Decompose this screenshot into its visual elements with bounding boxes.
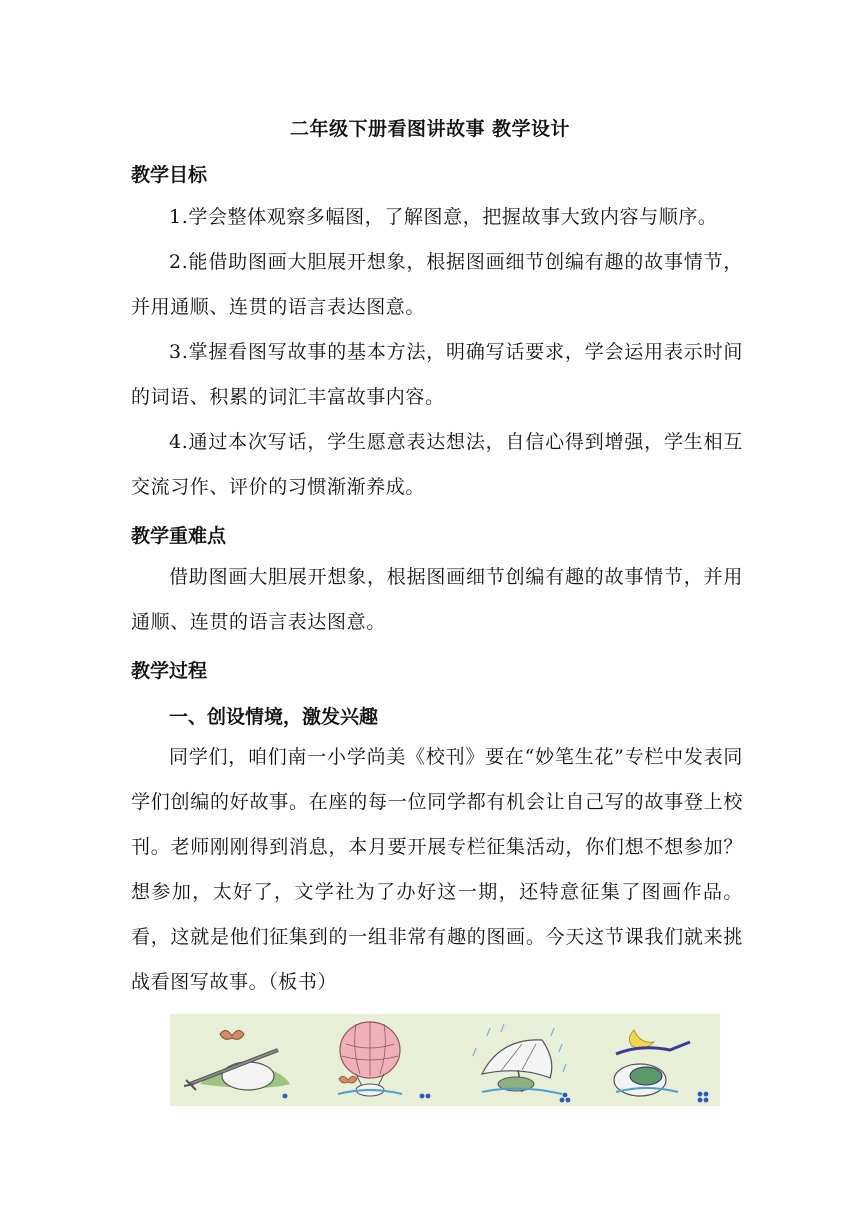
process-step1-text: 同学们，咱们南一小学尚美《校刊》要在“妙笔生花”专栏中发表同学们创编的好故事。在座的每一位同学都有机会让自己写的故事登上校刊。老师刚刚得到消息，本月要开展专栏征集活动，你们想不想参加？想参加，太好了，文学社为了办好这一期，还特意征集了图画作品。看，这就是他们征集到的一组非常有趣的图画。今天这节课我们就来挑战看图写故事。（板书） [131, 746, 743, 993]
seesaw-butterfly-icon [184, 1030, 290, 1098]
objective-item-3: 3.掌握看图写故事的基本方法，明确写话要求，学会运用表示时间的词语、积累的词汇丰富故事内容。 [131, 341, 743, 408]
hot-air-balloon-icon [338, 1022, 430, 1098]
umbrella-rain-icon [473, 1024, 570, 1102]
moon-night-icon [614, 1030, 708, 1102]
story-illustration-strip [170, 1014, 720, 1106]
objective-item-2: 2.能借助图画大胆展开想象，根据图画细节创编有趣的故事情节，并用通顺、连贯的语言表达图意。 [131, 251, 743, 318]
objective-item-1: 1.学会整体观察多幅图，了解图意，把握故事大致内容与顺序。 [169, 206, 718, 228]
section-heading-key-points: 教学重难点 [131, 525, 227, 547]
section-heading-objectives: 教学目标 [131, 164, 208, 186]
process-step1-heading: 一、创设情境，激发兴趣 [169, 706, 379, 728]
key-points-text: 借助图画大胆展开想象，根据图画细节创编有趣的故事情节，并用通顺、连贯的语言表达图意。 [131, 566, 743, 633]
page-title: 二年级下册看图讲故事 教学设计 [289, 118, 571, 140]
section-heading-process: 教学过程 [131, 660, 208, 682]
objective-item-4: 4.通过本次写话，学生愿意表达想法，自信心得到增强，学生相互交流习作、评价的习惯渐渐养成。 [131, 431, 743, 498]
